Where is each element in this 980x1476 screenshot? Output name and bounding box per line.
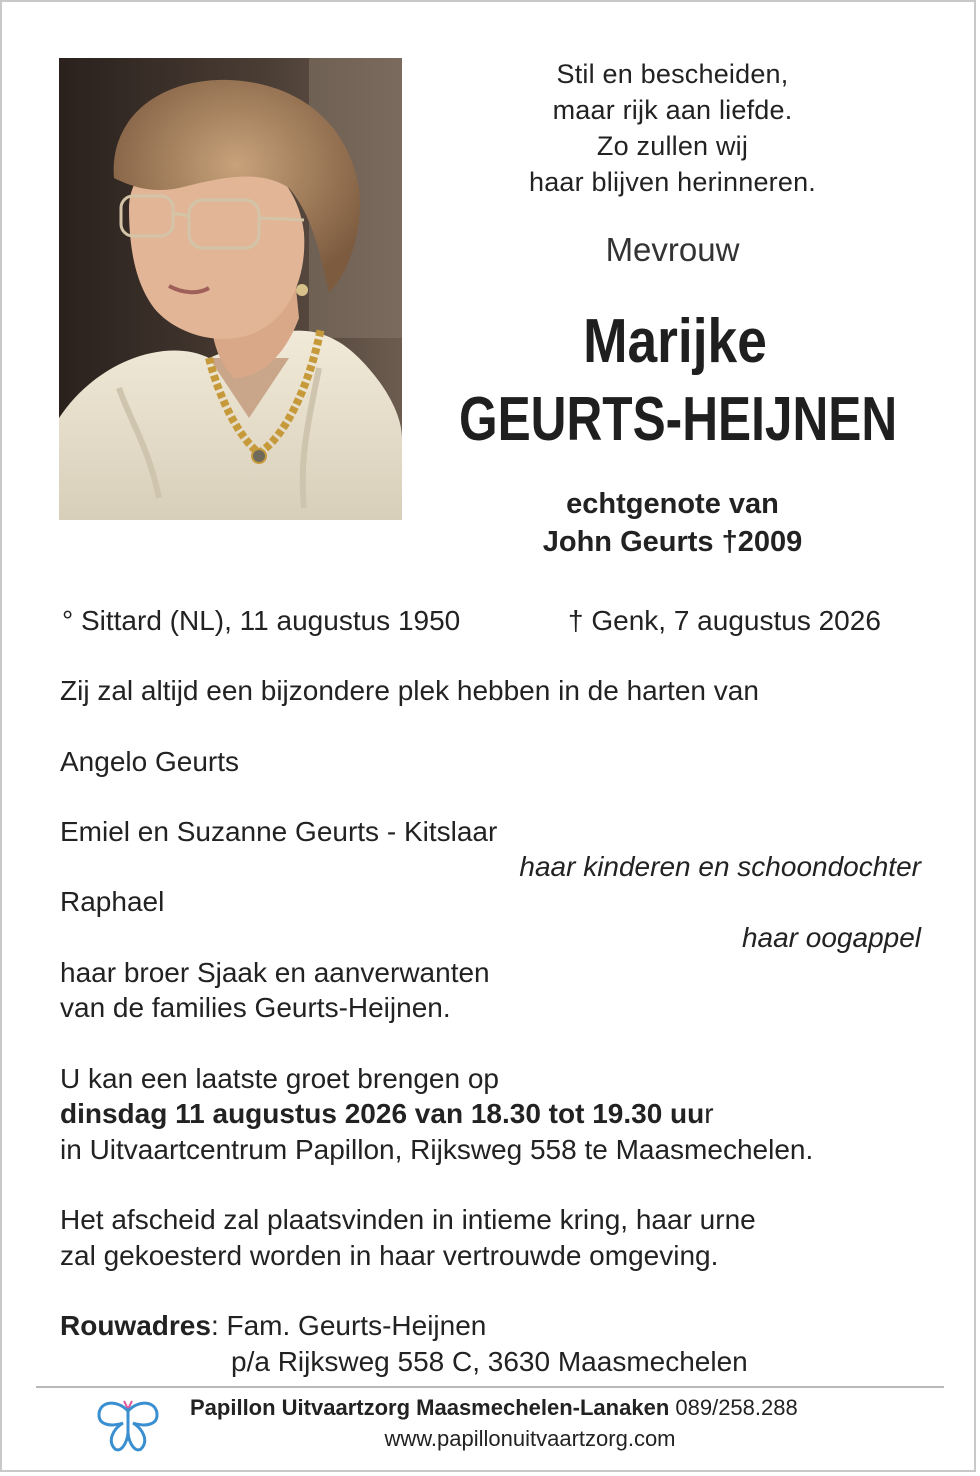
poem-line: Stil en bescheiden,: [556, 59, 789, 89]
family-member: Emiel en Suzanne Geurts - Kitslaar: [60, 816, 498, 847]
mourning-address: [60, 1308, 486, 1344]
family-relatives: van de families Geurts-Heijnen.: [60, 992, 451, 1023]
family-role: haar oogappel: [741, 922, 921, 953]
farewell-text: zal gekoesterd worden in haar vertrouwde omgeving.: [60, 1240, 719, 1271]
poem-line: maar rijk aan liefde.: [552, 95, 793, 125]
portrait-photo: [59, 58, 402, 520]
visitation-location: in Uitvaartcentrum Papillon, Rijksweg 558 te Maasmechelen.: [60, 1134, 814, 1165]
family-relatives: haar broer Sjaak en aanverwanten: [60, 957, 490, 988]
funeral-home-company: Papillon Uitvaartzorg Maasmechelen-Lanaken: [190, 1395, 670, 1420]
birth-info: ° Sittard (NL), 11 augustus 1950: [62, 605, 461, 636]
mourning-address-family: : Fam. Geurts-Heijnen: [210, 1310, 487, 1341]
family-member: Raphael: [60, 886, 165, 917]
footer-divider: [36, 1386, 944, 1388]
visitation-datetime: [60, 1096, 714, 1132]
mourning-address-street: p/a Rijksweg 558 C, 3630 Maasmechelen: [231, 1346, 748, 1377]
spouse-name: John Geurts †2009: [542, 526, 803, 558]
visitation-datetime-tail: r: [704, 1098, 714, 1129]
visitation-datetime-bold: dinsdag 11 augustus 2026 van 18.30 tot 19.30 uu: [60, 1098, 705, 1129]
funeral-home-phone: 089/258.288: [669, 1395, 798, 1420]
mourning-address-label: Rouwadres: [60, 1310, 211, 1341]
poem-line: haar blijven herinneren.: [529, 167, 816, 197]
family-intro: Zij zal altijd een bijzondere plek hebben in de harten van: [60, 675, 759, 706]
funeral-home-website[interactable]: www.papillonuitvaartzorg.com: [384, 1426, 676, 1451]
butterfly-icon: [95, 1393, 161, 1455]
poem-line: Zo zullen wij: [596, 131, 749, 161]
deceased-last-name: GEURTS-HEIJNEN: [459, 385, 898, 454]
funeral-home-name: [190, 1394, 798, 1422]
deceased-first-name: Marijke: [583, 307, 767, 376]
family-member: Angelo Geurts: [60, 746, 239, 777]
family-role: haar kinderen en schoondochter: [519, 851, 921, 882]
farewell-text: Het afscheid zal plaatsvinden in intieme kring, haar urne: [60, 1204, 756, 1235]
visitation-intro: U kan een laatste groet brengen op: [60, 1063, 499, 1094]
spouse-info: [450, 485, 895, 561]
spouse-relation: echtgenote van: [566, 488, 779, 520]
memorial-poem: [450, 56, 895, 200]
death-info: † Genk, 7 augustus 2026: [568, 605, 881, 636]
honorific-title: Mevrouw: [605, 231, 740, 268]
